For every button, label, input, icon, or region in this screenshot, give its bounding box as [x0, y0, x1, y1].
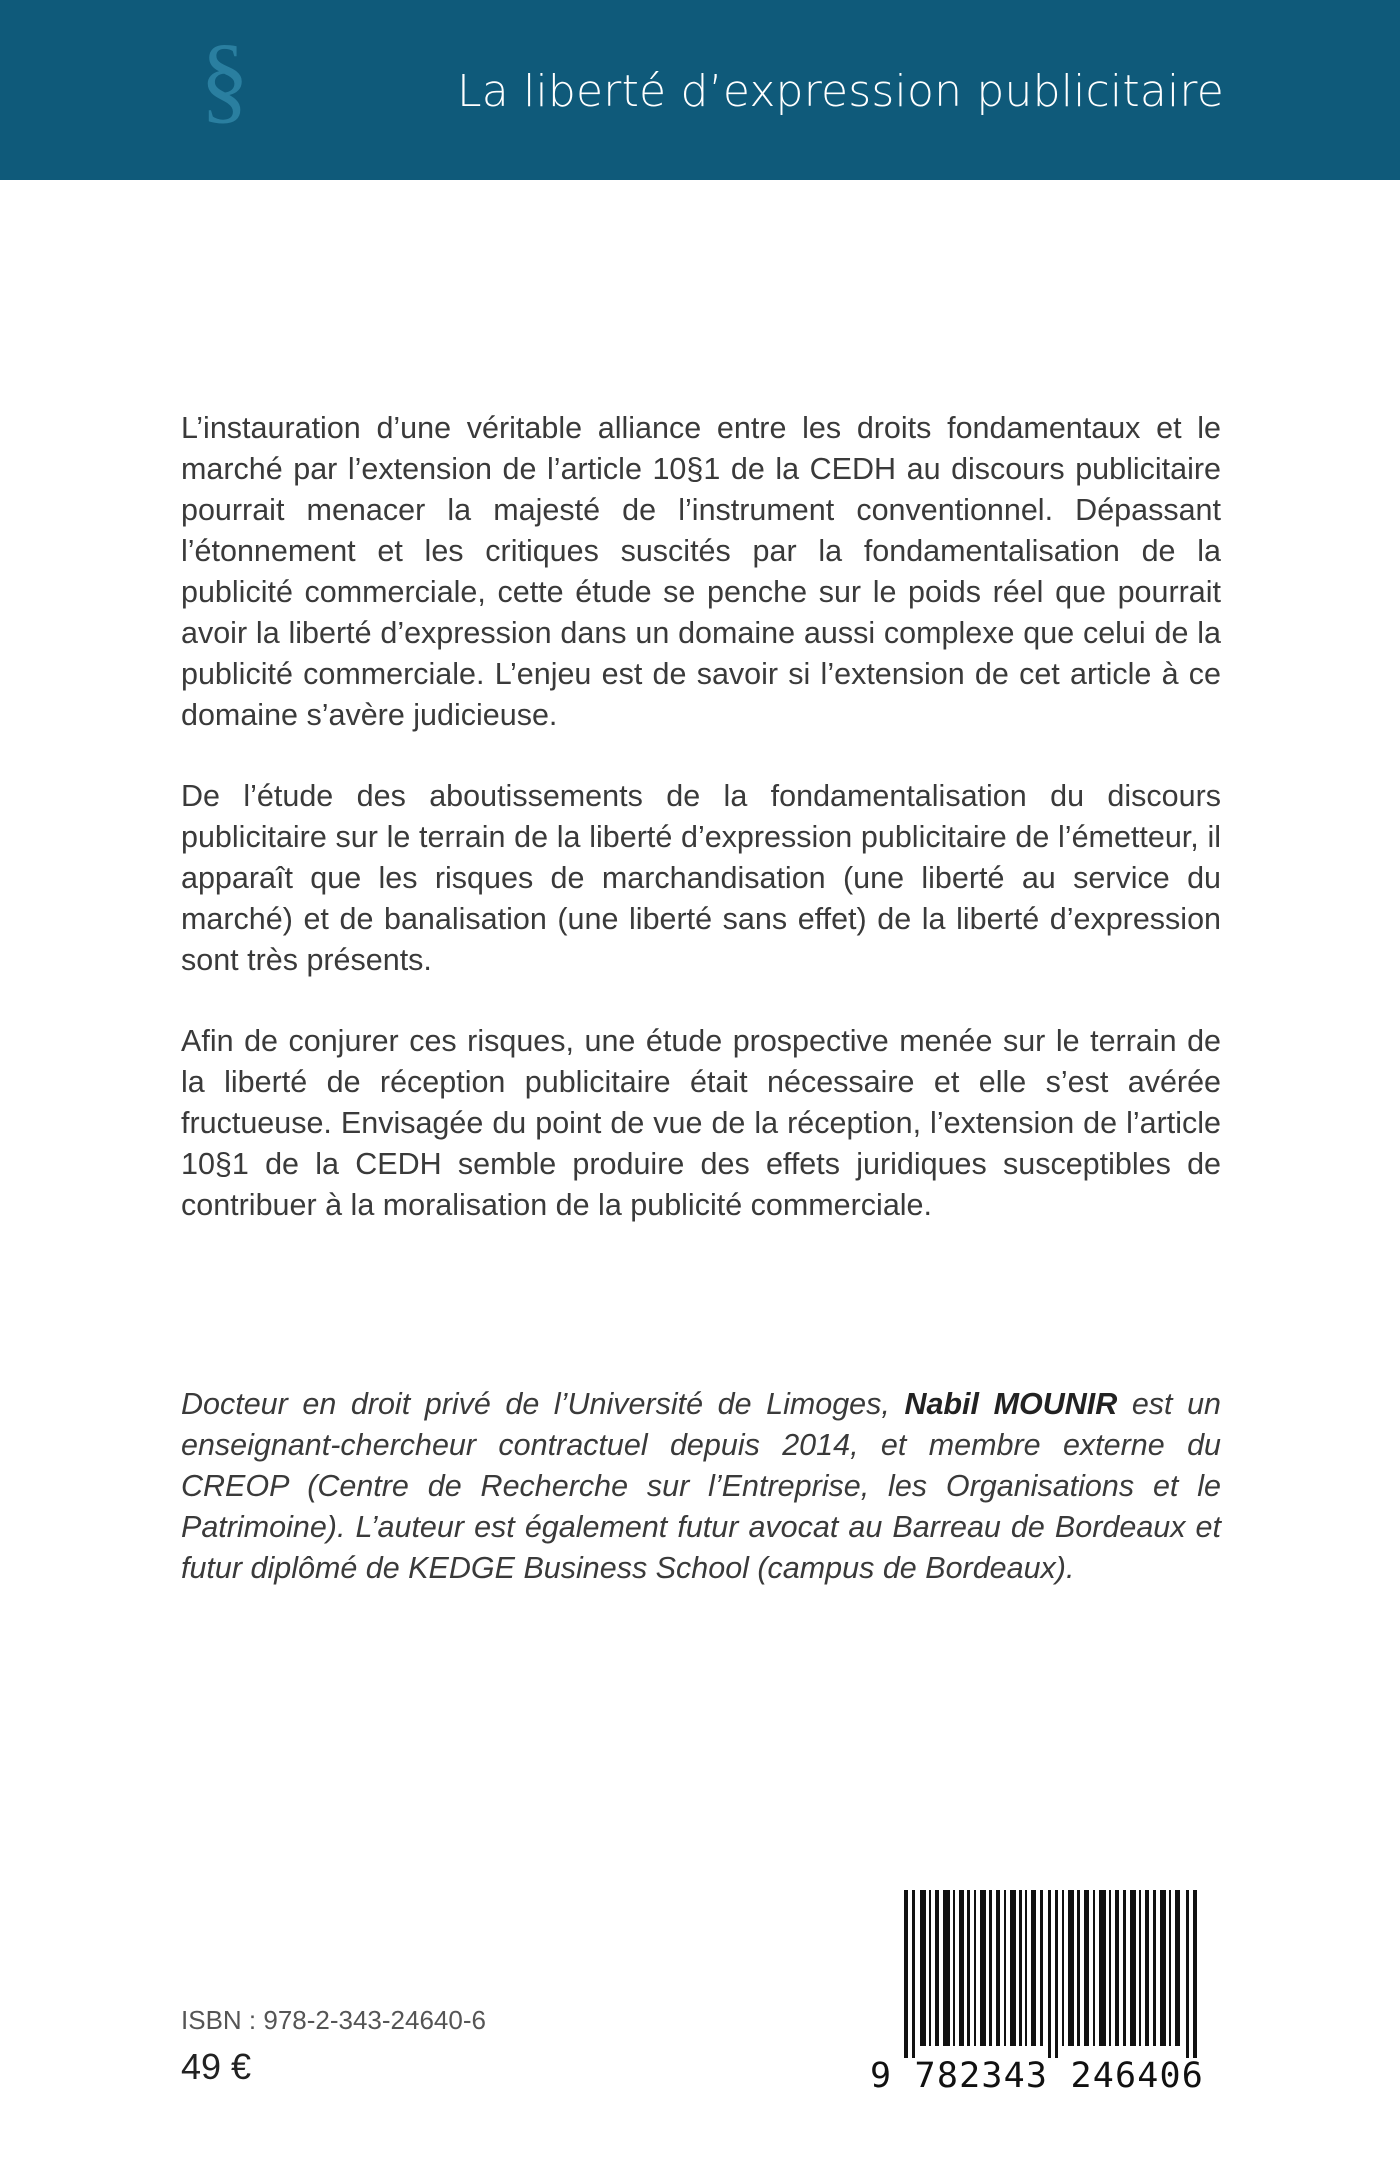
- summary-paragraph-3: Afin de conjurer ces risques, une étude prospective menée sur le terrain de la liberté de réception publicitaire était nécessaire et elle s’est avérée fructueuse. Envisagée du point de vue de la réception, l’extension de l’article 10§1 de la CEDH semble produire des effets juridiques susceptibles de contribuer à la moralisation de la publicité commerciale.: [181, 1024, 1221, 1222]
- section-sign-icon: §: [200, 25, 249, 133]
- barcode: [870, 1890, 1210, 2100]
- author-bio: [181, 1384, 1221, 1589]
- header-band: [0, 0, 1400, 180]
- barcode-digits: 9 782343 246406: [870, 2056, 1205, 2096]
- price: 49 €: [181, 2046, 252, 2087]
- isbn: ISBN : 978-2-343-24640-6: [181, 2005, 486, 2035]
- summary-paragraph-1: L’instauration d’une véritable alliance entre les droits fondamentaux et le marché par l’extension de l’article 10§1 de la CEDH au discours publicitaire pourrait menacer la majesté de l’instrument conventionnel. Dépassant l’étonnement et les critiques suscités par la fondamentalisation de la publicité commerciale, cette étude se penche sur le poids réel que pourrait avoir la liberté d’expression dans un domaine aussi complexe que celui de la publicité commerciale. L’enjeu est de savoir si l’extension de cet article à ce domaine s’avère judicieuse.: [181, 411, 1221, 732]
- summary-paragraph-2: De l’étude des aboutissements de la fondamentalisation du discours publicitaire sur le terrain de la liberté d’expression publicitaire de l’émetteur, il apparaît que les risques de marchandisation (une liberté au service du marché) et de banalisation (une liberté sans effet) de la liberté d’expression sont très présents.: [181, 779, 1221, 977]
- author-bio-intro: Docteur en droit privé de l’Université de Limoges,: [181, 1387, 905, 1421]
- back-cover-summary: [181, 408, 1221, 1266]
- series-title: La liberté d’expression publicitaire: [457, 66, 1224, 117]
- barcode-icon: [904, 1890, 1204, 2058]
- author-name: Nabil MOUNIR: [904, 1387, 1118, 1421]
- author-bio-details: est un enseignant-chercheur contractuel depuis 2014, et membre externe du CREOP (Centre de Recherche sur l’Entreprise, les Organisations et le Patrimoine). L’auteur est également futur avocat au Barreau de Bordeaux et futur diplômé de KEDGE Business School (campus de Bordeaux).: [181, 1387, 1222, 1585]
